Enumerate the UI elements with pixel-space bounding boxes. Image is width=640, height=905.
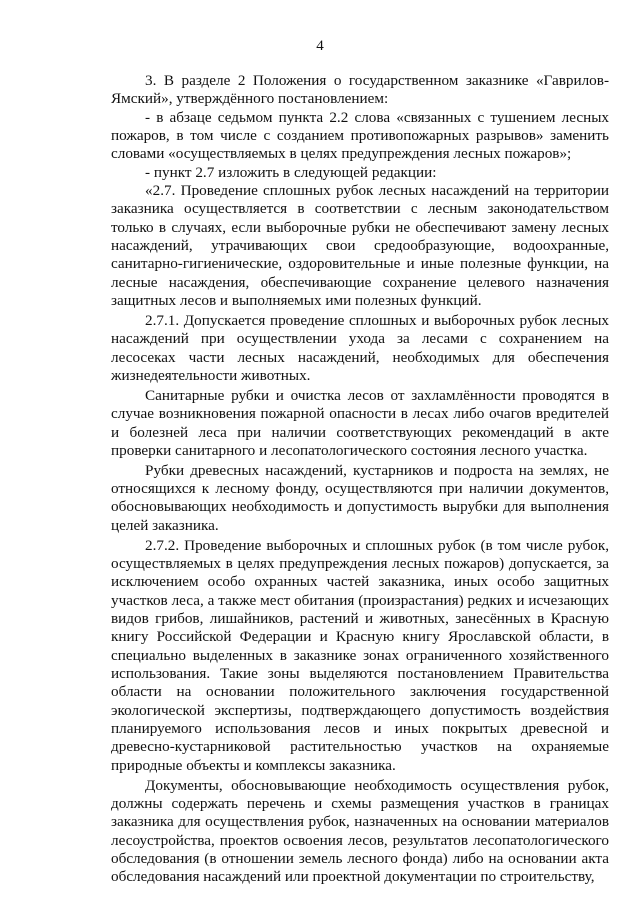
paragraph-item-2-7-intro: - пункт 2.7 изложить в следующей редакции: — [145, 163, 437, 181]
paragraph-justifying-documents: Документы, обосновывающие необходимость осуществления рубок, должны содержать перечень и схемы размещения участков в границах заказника для осуществления рубок, назначенных на основании материалов лесоустройства, проектов освоения лесов, результатов лесопатологического обследования (в отношении земель лесного фонда) либо на основании акта обследования насаждений или проектной документации по строительству, — [111, 776, 609, 886]
paragraph-2-7-1: 2.7.1. Допускается проведение сплошных и выборочных рубок лесных насаждений при осуществлении ухода за лесами с сохранением на лесосеках части лесных насаждений, необходимых для обеспечения жизнедеятельности животных. — [111, 311, 609, 384]
page-number: 4 — [316, 38, 324, 54]
document-body — [111, 72, 609, 887]
paragraph-non-forest-land-cuttings: Рубки древесных насаждений, кустарников и подроста на землях, не относящихся к лесному фонду, осуществляются при наличии документов, обосновывающих необходимость и допустимость вырубки для выполнения целей заказника. — [111, 461, 609, 534]
paragraph-section-2-amendment: 3. В разделе 2 Положения о государственном заказнике «Гаврилов-Ямский», утверждённого постановлением: — [111, 72, 609, 108]
paragraph-2-7: «2.7. Проведение сплошных рубок лесных насаждений на территории заказника осуществляется в соответствии с лесным законодательством только в случаях, если выборочные рубки не обеспечивают замену лесных насаждений, утрачивающих свои средообразующие, водоохранные, санитарно-гигиенические, оздоровительные и иные полезные функции, на лесные насаждения, обеспечивающие сохранение целевого назначения защитных лесов и выполняемых ими полезных функций. — [111, 182, 609, 310]
paragraph-sanitary-cuttings: Санитарные рубки и очистка лесов от захламлённости проводятся в случае возникновения пожарной опасности в лесах либо очагов вредителей и болезней леса при наличии соответствующих рекомендаций в акте проверки санитарного и лесопатологического состояния лесного участка. — [111, 386, 609, 459]
paragraph-2-7-2: 2.7.2. Проведение выборочных и сплошных рубок (в том числе рубок, осуществляемых в целях предупреждения лесных пожаров) допускается, за исключением особо охранных частей заказника, иных особо защитных участков леса, а также мест обитания (произрастания) редких и исчезающих видов грибов, лишайников, растений и животных, занесённых в Красную книгу Российской Федерации и Красную книгу Ярославской области, в специально выделенных в заказнике зонах ограниченного хозяйственного использования. Такие зоны выделяются постановлением Правительства области на основании положительного заключения государственной экологической экспертизы, подтверждающего допустимость воздействия планируемого использования лесов и иных покрытых древесной и древесно-кустарниковой растительностью участков на охраняемые природные объекты и комплексы заказника. — [111, 536, 609, 774]
paragraph-item-2-2-change: - в абзаце седьмом пункта 2.2 слова «связанных с тушением лесных пожаров, в том числе с созданием противопожарных разрывов» заменить словами «осуществляемых в целях предупреждения лесных пожаров»; — [111, 108, 609, 163]
